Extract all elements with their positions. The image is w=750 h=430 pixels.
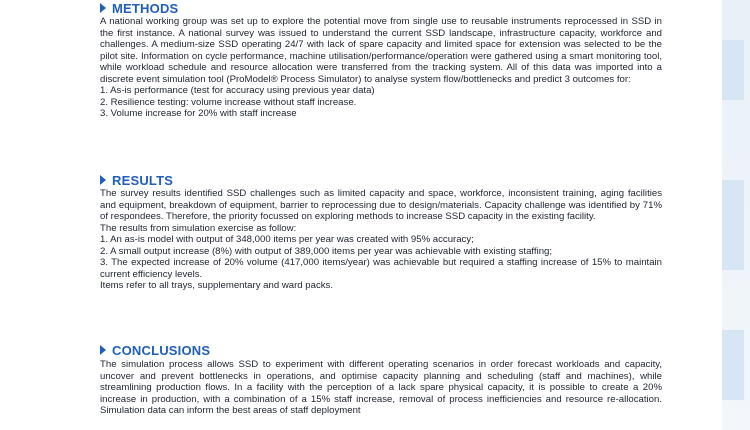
methods-outcome-1: 1. As-is performance (test for accuracy using previous year data) <box>100 85 375 96</box>
methods-intro: A national working group was set up to explore the potential move from single use to reusable instruments reprocessed in SSD in the first instance. A national survey was issued to understand the current SSD landscape, infrastructure capacity, workforce and challenges. A medium-size SSD operating 24/7 with lack of spare capacity and limited space for extension was selected to be the pilot site. Information on cycle performance, machine utilisation/performance/operation were gathered using a smart monitoring tool, while workload schedule and resource allocation were transferred from the tracking system. All of this data was imported into a discrete event simulation tool (ProModel® Process Simulator) to analyse system flow/bottlenecks and predict 3 outcomes for: <box>100 16 662 85</box>
results-finding-2: 2. A small output increase (8%) with output of 389,000 items per year was achievable with existing staffing; <box>100 245 553 257</box>
conclusions-body <box>100 359 662 417</box>
results-note: Items refer to all trays, supplementary and ward packs. <box>100 280 334 291</box>
decorative-stripe <box>722 330 744 400</box>
decorative-stripe <box>722 180 744 270</box>
arrow-right-icon <box>100 175 106 185</box>
methods-heading <box>100 0 178 16</box>
results-finding-3: 3. The expected increase of 20% volume (417,000 items/year) was achievable but required a staffing increase of 15% to maintain current efficiency levels. <box>100 257 662 280</box>
results-intro: The survey results identified SSD challenges such as limited capacity and space, workforce, inconsistent training, aging facilities and equipment, breakdown of equipment, barrier to reprocessing due to design/materials. Capacity challenge was identified by 71% of respondees. Therefore, the priority focussed on exploring methods to increase SSD capacity in the existing facility. <box>100 188 662 222</box>
results-body <box>100 188 662 292</box>
results-finding-1: 1. An as-is model with output of 348,000 items per year was created with 95% accuracy; <box>100 234 474 245</box>
conclusions-title: CONCLUSIONS <box>112 342 211 358</box>
results-title: RESULTS <box>112 172 174 188</box>
arrow-right-icon <box>100 3 106 13</box>
decorative-side-band <box>722 0 750 430</box>
decorative-stripe <box>722 40 744 100</box>
conclusions-text: The simulation process allows SSD to experiment with different operating scenarios in order forecast workloads and capacity, uncover and prevent bottlenecks in operations, and optimise capacity planning and scheduling (staff and machines), while streamlining production flows. In a facility with the perception of a lack spare physical capacity, it is possible to create a 20% increase in production, with a combination of a 15% staff increase, removal of process inefficiencies and resource re-allocation. Simulation data can inform the best areas of staff deployment <box>100 359 662 416</box>
arrow-right-icon <box>100 345 106 355</box>
methods-body <box>100 16 662 120</box>
conclusions-heading <box>100 342 210 358</box>
results-sim-intro: The results from simulation exercise as follow: <box>100 222 297 234</box>
methods-title: METHODS <box>112 0 179 16</box>
results-heading <box>100 172 173 188</box>
methods-outcome-2: 2. Resilience testing: volume increase without staff increase. <box>100 96 357 108</box>
methods-outcome-3: 3. Volume increase for 20% with staff increase <box>100 108 297 119</box>
